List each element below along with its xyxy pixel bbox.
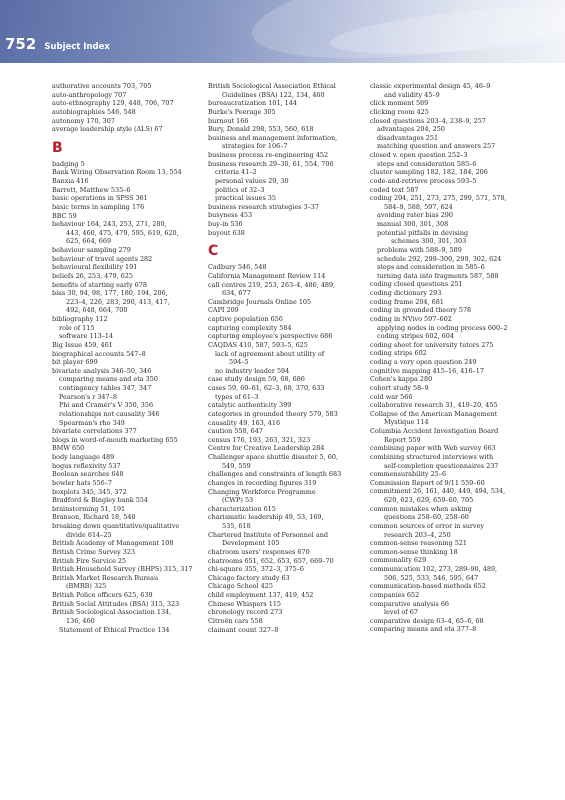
index-entry: buy-in 536	[208, 220, 243, 228]
index-entry: Boolean searches 648	[52, 470, 124, 479]
index-entry: British Market Research Bureau	[52, 573, 159, 582]
index-subentry: Spearman's rho 349	[59, 418, 125, 427]
index-entry: Changing Workforce Programme	[208, 487, 316, 496]
index-entry: brainstorming 51, 191	[52, 504, 126, 513]
index-column-1	[52, 82, 208, 634]
index-entry: coding in NVivo 597–602	[370, 314, 452, 323]
index-subentry: 584–9, 588, 597, 624	[384, 202, 453, 211]
index-entry: causality 49, 163, 416	[208, 418, 281, 427]
index-entry: blogs in word-of-mouth marketing 655	[52, 435, 178, 444]
index-entry: catalytic authenticity 399	[208, 401, 292, 410]
index-entry: capturing complexity 584	[208, 323, 292, 332]
index-entry: classic experimental design 45, 46–9	[370, 82, 491, 90]
index-entry: bivariate analysis 346–50, 346	[52, 366, 152, 375]
index-entry: call centres 219, 253, 263–4, 486, 489,	[208, 280, 336, 289]
index-subentry: avoiding rater bias 290	[377, 211, 453, 220]
index-entry: comparative analysis 66	[370, 599, 450, 608]
section-letter: B	[52, 139, 63, 156]
index-entry: British Sociological Association Ethical	[208, 82, 336, 90]
index-entry: coding a very open question 249	[370, 358, 477, 366]
index-subentry: (BMRB) 325	[66, 582, 107, 591]
index-entry: autonomy 170, 307	[52, 116, 115, 125]
index-subentry: Guidelines (BSA) 122, 134, 460	[222, 90, 325, 99]
index-entry: closed questions 203–4, 238–9, 257	[370, 116, 486, 125]
index-entry: basic operations in SPSS 361	[52, 194, 148, 203]
index-entry: biographical accounts 547–8	[52, 349, 146, 358]
index-entry: caution 558, 647	[208, 427, 263, 436]
index-entry: Challenger space shuttle disaster 5, 60,	[208, 453, 339, 461]
index-entry: cold war 566	[370, 392, 413, 401]
index-entry: breaking down quantitative/qualitative	[52, 522, 180, 530]
index-subentry: 594–5	[229, 358, 249, 367]
index-entry: challenges and constraints of length 683	[208, 470, 342, 479]
index-entry: commonality 629	[370, 556, 427, 565]
index-subentry: schemes 300, 301, 303	[391, 237, 467, 246]
index-entry: Cadbury 546, 548	[208, 263, 267, 272]
index-subentry: Mystique 114	[384, 418, 429, 427]
index-entry: beliefs 26, 253, 479, 625	[52, 271, 133, 280]
index-subentry: 549, 559	[222, 461, 251, 470]
index-entry: busyness 453	[208, 211, 253, 220]
index-entry: BBC 59	[52, 211, 77, 220]
page-number: 752	[5, 35, 37, 53]
index-entry: child employment 137, 419, 452	[208, 591, 314, 599]
index-entry: claimant count 327–8	[208, 625, 279, 634]
index-subentry: divide 614–25	[66, 530, 112, 539]
index-entry: benefits of starting early 678	[52, 280, 147, 289]
index-entry: comparative design 63–4, 65–6, 68	[370, 616, 484, 625]
index-subentry: software 113–14	[59, 332, 114, 341]
index-entry: cluster sampling 182, 182, 184, 206	[370, 168, 488, 177]
index-entry: chatrooms 651, 652, 653, 657, 669–70	[208, 556, 334, 565]
index-subentry: questions 258–60, 258–60	[384, 513, 469, 522]
index-subentry: coding stripes 602, 604	[377, 332, 454, 341]
index-entry: common-sense thinking 18	[370, 547, 458, 556]
index-entry: Barrett, Matthew 535–6	[52, 185, 131, 194]
index-entry: code-and-retrieve process 593–5	[370, 176, 477, 185]
index-subentry: no industry leader 594	[215, 366, 290, 375]
index-entry: BMW 650	[52, 444, 85, 453]
index-subentry: turning data into fragments 587, 588	[377, 271, 499, 280]
index-entry: British Academy of Management 108	[52, 539, 174, 548]
index-entry: behaviour sampling 279	[52, 246, 131, 254]
index-entry: combining paper with Web survey 663	[370, 444, 496, 453]
index-entry: business and management information,	[208, 133, 338, 142]
index-entry: common-sense reasoning 521	[370, 539, 468, 548]
index-subentry: steps and consideration 585–6	[377, 159, 477, 168]
index-entry: chatroom users' responses 670	[208, 547, 310, 556]
index-entry: Chartered Institute of Personnel and	[208, 530, 328, 539]
index-subentry: research 203–4, 250	[384, 530, 451, 539]
index-subentry: 535, 618	[222, 522, 251, 530]
index-entry: autobiographies 546, 548	[52, 107, 136, 116]
index-subentry: Development 105	[222, 539, 280, 548]
index-subentry: strategies for 106–7	[222, 142, 288, 151]
index-entry: Banxia 416	[52, 177, 89, 185]
index-entry: capturing employee's perspective 686	[208, 332, 333, 341]
index-entry: Bank Wiring Observation Room 13, 554	[52, 168, 182, 177]
index-entry: average leadership style (ALS) 67	[52, 125, 163, 134]
index-entry: burnout 166	[208, 116, 249, 125]
index-column-3	[370, 82, 526, 634]
index-entry: cognitive mapping 415–16, 416–17	[370, 366, 484, 375]
index-subentry: 634, 677	[222, 289, 251, 298]
index-subentry: schedule 292, 299–300, 299, 302, 624	[377, 254, 502, 263]
index-entry: behaviour of travel agents 282	[52, 254, 153, 263]
index-subentry: personal values 29, 30	[215, 176, 289, 185]
index-entry: chronology record 273	[208, 608, 283, 617]
index-entry: business process re-engineering 452	[208, 151, 329, 159]
index-subentry: applying nodes in coding process 600–2	[377, 323, 508, 332]
index-entry: Collapse of the American Management	[370, 409, 498, 418]
header-band	[0, 0, 565, 63]
index-entry: census 176, 193, 263, 321, 323	[208, 435, 311, 444]
index-entry: coding closed questions 251	[370, 280, 463, 289]
index-entry: Chicago School 425	[208, 582, 273, 591]
index-subentry: Report 559	[384, 435, 421, 444]
index-entry: coding frame 204, 681	[370, 297, 444, 306]
index-entry: companies 652	[370, 590, 420, 599]
index-subentry: and validity 45–9	[384, 90, 440, 99]
index-entry: bibliography 112	[52, 315, 108, 323]
index-entry: British Social Attitudes (BSA) 315, 323	[52, 599, 180, 608]
index-entry: authorative accounts 703, 705	[52, 82, 152, 90]
index-subentry: Statement of Ethical Practice 134	[59, 625, 170, 634]
index-subentry: self-completion questionnaires 237	[384, 461, 499, 470]
index-entry: behaviour 164, 243, 253, 271, 280,	[52, 220, 167, 229]
index-subentry: manual 300, 301, 308	[377, 220, 449, 228]
index-entry: captive population 656	[208, 315, 283, 323]
index-subentry: 625, 664, 669	[66, 237, 112, 246]
index-entry: changes in recording figures 319	[208, 478, 317, 487]
index-subentry: (CWP) 53	[222, 496, 254, 505]
index-entry: buyout 638	[208, 228, 245, 237]
index-entry: boxplots 345, 345, 372	[52, 487, 127, 496]
index-entry: auto-anthropology 707	[52, 90, 127, 99]
index-subentry: matching question and answers 257	[377, 142, 496, 151]
index-entry: coding dictionary 293	[370, 289, 442, 297]
index-entry: business research 29–30, 61, 554, 706	[208, 159, 334, 168]
index-subentry: contingency tables 347, 347	[59, 384, 152, 392]
index-entry: chi-square 355, 372–3, 375–6	[208, 565, 305, 574]
index-entry: Commission Report of 9/11 559–60	[370, 478, 485, 487]
index-entry: charismatic leadership 49, 53, 169,	[208, 513, 324, 522]
index-entry: click moment 589	[370, 99, 429, 108]
index-subentry: level of 67	[384, 608, 418, 617]
index-subentry: 136, 460	[66, 616, 95, 625]
index-column-2	[208, 82, 364, 634]
index-entry: communication 102, 273, 289–90, 489,	[370, 565, 498, 573]
index-entry: cohort study 58–9	[370, 383, 429, 392]
index-entry: behavioural flexibility 191	[52, 263, 138, 272]
index-subentry: 223–4, 226, 283, 290, 413, 417,	[66, 297, 170, 306]
index-entry: Cohen's kappa 280	[370, 375, 433, 384]
index-subentry: relationships not causality 346	[59, 409, 160, 418]
index-entry: CAQDAS 410, 587, 593–5, 625	[208, 340, 308, 349]
section-letter: C	[208, 243, 219, 260]
index-entry: British Household Survey (BHPS) 315, 317	[52, 565, 193, 574]
index-subentry: Phi and Cramér's V 350, 356	[59, 401, 154, 410]
index-entry: combining structured interviews with	[370, 452, 494, 461]
index-entry: Bradford & Bingley bank 554	[52, 496, 148, 505]
index-entry: commitment 26, 161, 440, 449, 494, 534,	[370, 487, 506, 496]
index-entry: bowler hats 556–7	[52, 478, 113, 487]
index-entry: coding in grounded theory 578	[370, 306, 472, 315]
index-entry: CAPI 209	[208, 306, 239, 315]
index-entry: communication-based methods 652	[370, 582, 486, 591]
index-entry: auto-ethnography 129, 448, 706, 707	[52, 99, 174, 108]
index-entry: British Police officers 625, 639	[52, 591, 153, 599]
index-subentry: problems with 588–9, 589	[377, 245, 462, 254]
index-entry: coding sheet for university tutors 275	[370, 340, 494, 349]
index-subentry: potential pitfalls in devising	[377, 228, 469, 237]
index-entry: Big Issue 459, 461	[52, 340, 113, 349]
index-entry: British Sociological Association 134,	[52, 608, 172, 617]
index-entry: Centre for Creative Leadership 284	[208, 444, 325, 453]
index-subentry: comparing means and eta 350	[59, 375, 158, 384]
index-entry: comparing means and eta 377–8	[370, 625, 477, 634]
index-entry: closed v. open question 252–3	[370, 151, 468, 159]
index-entry: bit player 699	[52, 358, 98, 367]
index-entry: Branson, Richard 18, 548	[52, 513, 136, 522]
index-entry: bivariate correlations 377	[52, 427, 137, 436]
index-subentry: 492, 648, 664, 700	[66, 306, 128, 315]
index-entry: Bury, Donald 298, 553, 560, 618	[208, 125, 314, 134]
index-entry: common sources of error in survey	[370, 521, 485, 530]
index-entry: characterization 615	[208, 504, 276, 513]
index-entry: body language 489	[52, 453, 115, 461]
index-entry: Chicago factory study 63	[208, 573, 290, 582]
index-subentry: 506, 525, 533, 546, 595, 647	[384, 573, 479, 582]
index-entry: clicking room 425	[370, 107, 429, 116]
index-entry: categories in grounded theory 579, 583	[208, 409, 338, 418]
index-entry: coding strips 602	[370, 349, 427, 358]
index-entry: commensurability 25–6	[370, 470, 447, 479]
index-entry: common mistakes when asking	[370, 504, 472, 513]
index-entry: basic terms in sampling 176	[52, 202, 145, 211]
header-row	[0, 35, 110, 57]
index-entry: Citroën cars 558	[208, 616, 263, 625]
index-entry: badging 5	[52, 159, 85, 168]
index-entry: case study design 59, 68, 686	[208, 375, 305, 384]
index-entry: California Management Review 114	[208, 271, 326, 280]
index-subentry: Pearson's r 347–8	[59, 392, 117, 401]
index-entry: bureaucratization 101, 144	[208, 99, 297, 108]
index-entry: Columbia Accident Investigation Board	[370, 427, 499, 435]
index-subentry: 620, 623, 629, 659–60, 705	[384, 496, 474, 504]
index-subentry: practical issues 35	[215, 194, 276, 203]
index-entry: coding 204, 251, 273, 275, 299, 571, 578,	[370, 194, 507, 203]
index-subentry: disadvantages 251	[377, 133, 439, 142]
index-subentry: advantages 204, 250	[377, 125, 445, 134]
index-entry: Chinese Whispers 115	[208, 599, 282, 608]
index-entry: business research strategies 3–37	[208, 202, 319, 211]
index-entry: coded text 587	[370, 185, 419, 194]
index-subentry: role of 115	[59, 323, 95, 332]
index-entry: Cambridge Journals Online 105	[208, 297, 312, 306]
index-entry: British Crime Survey 323	[52, 547, 136, 556]
index-entry: bias 30, 94, 98, 177, 180, 194, 206,	[52, 289, 168, 298]
index-entry: collaborative research 31, 419–20, 455	[370, 401, 498, 410]
index-subentry: politics of 32–3	[215, 185, 265, 194]
index-entry: cases 59, 60–61, 62–3, 68, 370, 633	[208, 384, 325, 392]
index-subentry: criteria 41–2	[215, 168, 257, 177]
index-subentry: lack of agreement about utility of	[215, 349, 325, 358]
index-subentry: types of 61–3	[215, 392, 259, 401]
index-subentry: steps and consideration in 585–6	[377, 263, 485, 272]
index-entry: bogus reflexivity 537	[52, 461, 121, 470]
index-subentry: 443, 460, 475, 479, 595, 619, 620,	[66, 228, 179, 237]
index-entry: British Fire Service 25	[52, 556, 127, 565]
index-entry: Burke's Peerage 305	[208, 107, 276, 116]
running-head: Subject Index	[44, 42, 110, 52]
